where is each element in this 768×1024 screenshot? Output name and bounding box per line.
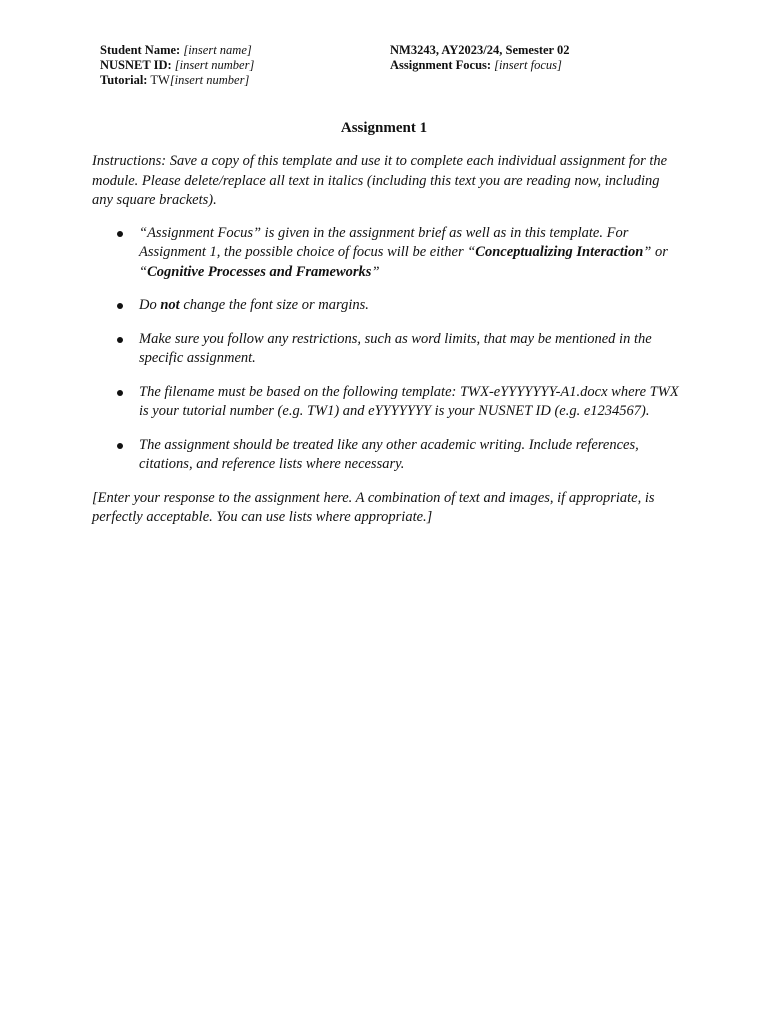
list-item[interactable] <box>92 436 682 475</box>
response-placeholder[interactable]: [Enter your response to the assignment here. A combination of text and images, if appropriate, is perfectly acceptable. You can use lists where appropriate.] <box>92 489 655 525</box>
list-item[interactable] <box>92 383 682 422</box>
document-body <box>92 152 682 528</box>
bullet-icon <box>117 231 123 237</box>
nusnet-id-value[interactable]: [insert number] <box>174 58 255 72</box>
header-student-info <box>100 43 370 88</box>
bullet-text: “Assignment Focus” is given in the assignment brief as well as in this template. For Assignment 1, the possible choice of focus will be either “ <box>139 224 629 260</box>
document-title: Assignment 1 <box>340 120 428 136</box>
tutorial-prefix: TW <box>150 73 170 87</box>
bullet-text: ” or “ <box>139 244 668 280</box>
bullet-text: Do <box>139 297 161 313</box>
assignment-focus-line <box>390 58 690 73</box>
list-item[interactable] <box>92 330 682 369</box>
bullet-bold-text: Conceptualizing Interaction <box>475 244 644 260</box>
tutorial-value[interactable]: [insert number] <box>169 73 250 87</box>
assignment-focus-value[interactable]: [insert focus] <box>494 58 562 72</box>
nusnet-id-line <box>100 58 370 73</box>
student-name-line <box>100 43 370 58</box>
course-line: NM3243, AY2023/24, Semester 02 <box>390 43 570 57</box>
tutorial-label: Tutorial: <box>100 73 148 87</box>
bullet-icon <box>117 390 123 396</box>
bullet-bold-text: not <box>160 297 180 313</box>
tutorial-line <box>100 73 370 88</box>
bullet-icon <box>117 337 123 343</box>
bullet-text: Make sure you follow any restrictions, such as word limits, that may be mentioned in the specific assignment. <box>139 330 652 366</box>
bullet-text: The assignment should be treated like any other academic writing. Include references, citations, and reference lists where necessary. <box>139 436 639 472</box>
bullet-text: ” <box>371 263 380 280</box>
nusnet-id-label: NUSNET ID: <box>100 58 172 72</box>
bullet-bold-text: Cognitive Processes and Frameworks <box>147 263 372 280</box>
student-name-value[interactable]: [insert name] <box>183 43 252 57</box>
instruction-bullet-list <box>92 224 682 475</box>
bullet-text: The filename must be based on the following template: TWX-eYYYYYYY-A1.docx where TWX is your tutorial number (e.g. TW1) and eYYYYYYY is your NUSNET ID (e.g. e1234567). <box>139 383 679 419</box>
assignment-focus-label: Assignment Focus: <box>390 58 492 72</box>
instructions-paragraph[interactable]: Instructions: Save a copy of this template and use it to complete each individual assignment for the module. Please delete/replace all text in italics (including this text you are reading now, including any square brackets). <box>92 153 668 208</box>
list-item[interactable] <box>92 296 682 316</box>
header-course-info <box>390 43 690 73</box>
list-item[interactable] <box>92 224 682 283</box>
bullet-icon <box>117 443 123 449</box>
bullet-text: change the font size or margins. <box>179 297 369 313</box>
bullet-icon <box>117 303 123 309</box>
student-name-label: Student Name: <box>100 43 181 57</box>
